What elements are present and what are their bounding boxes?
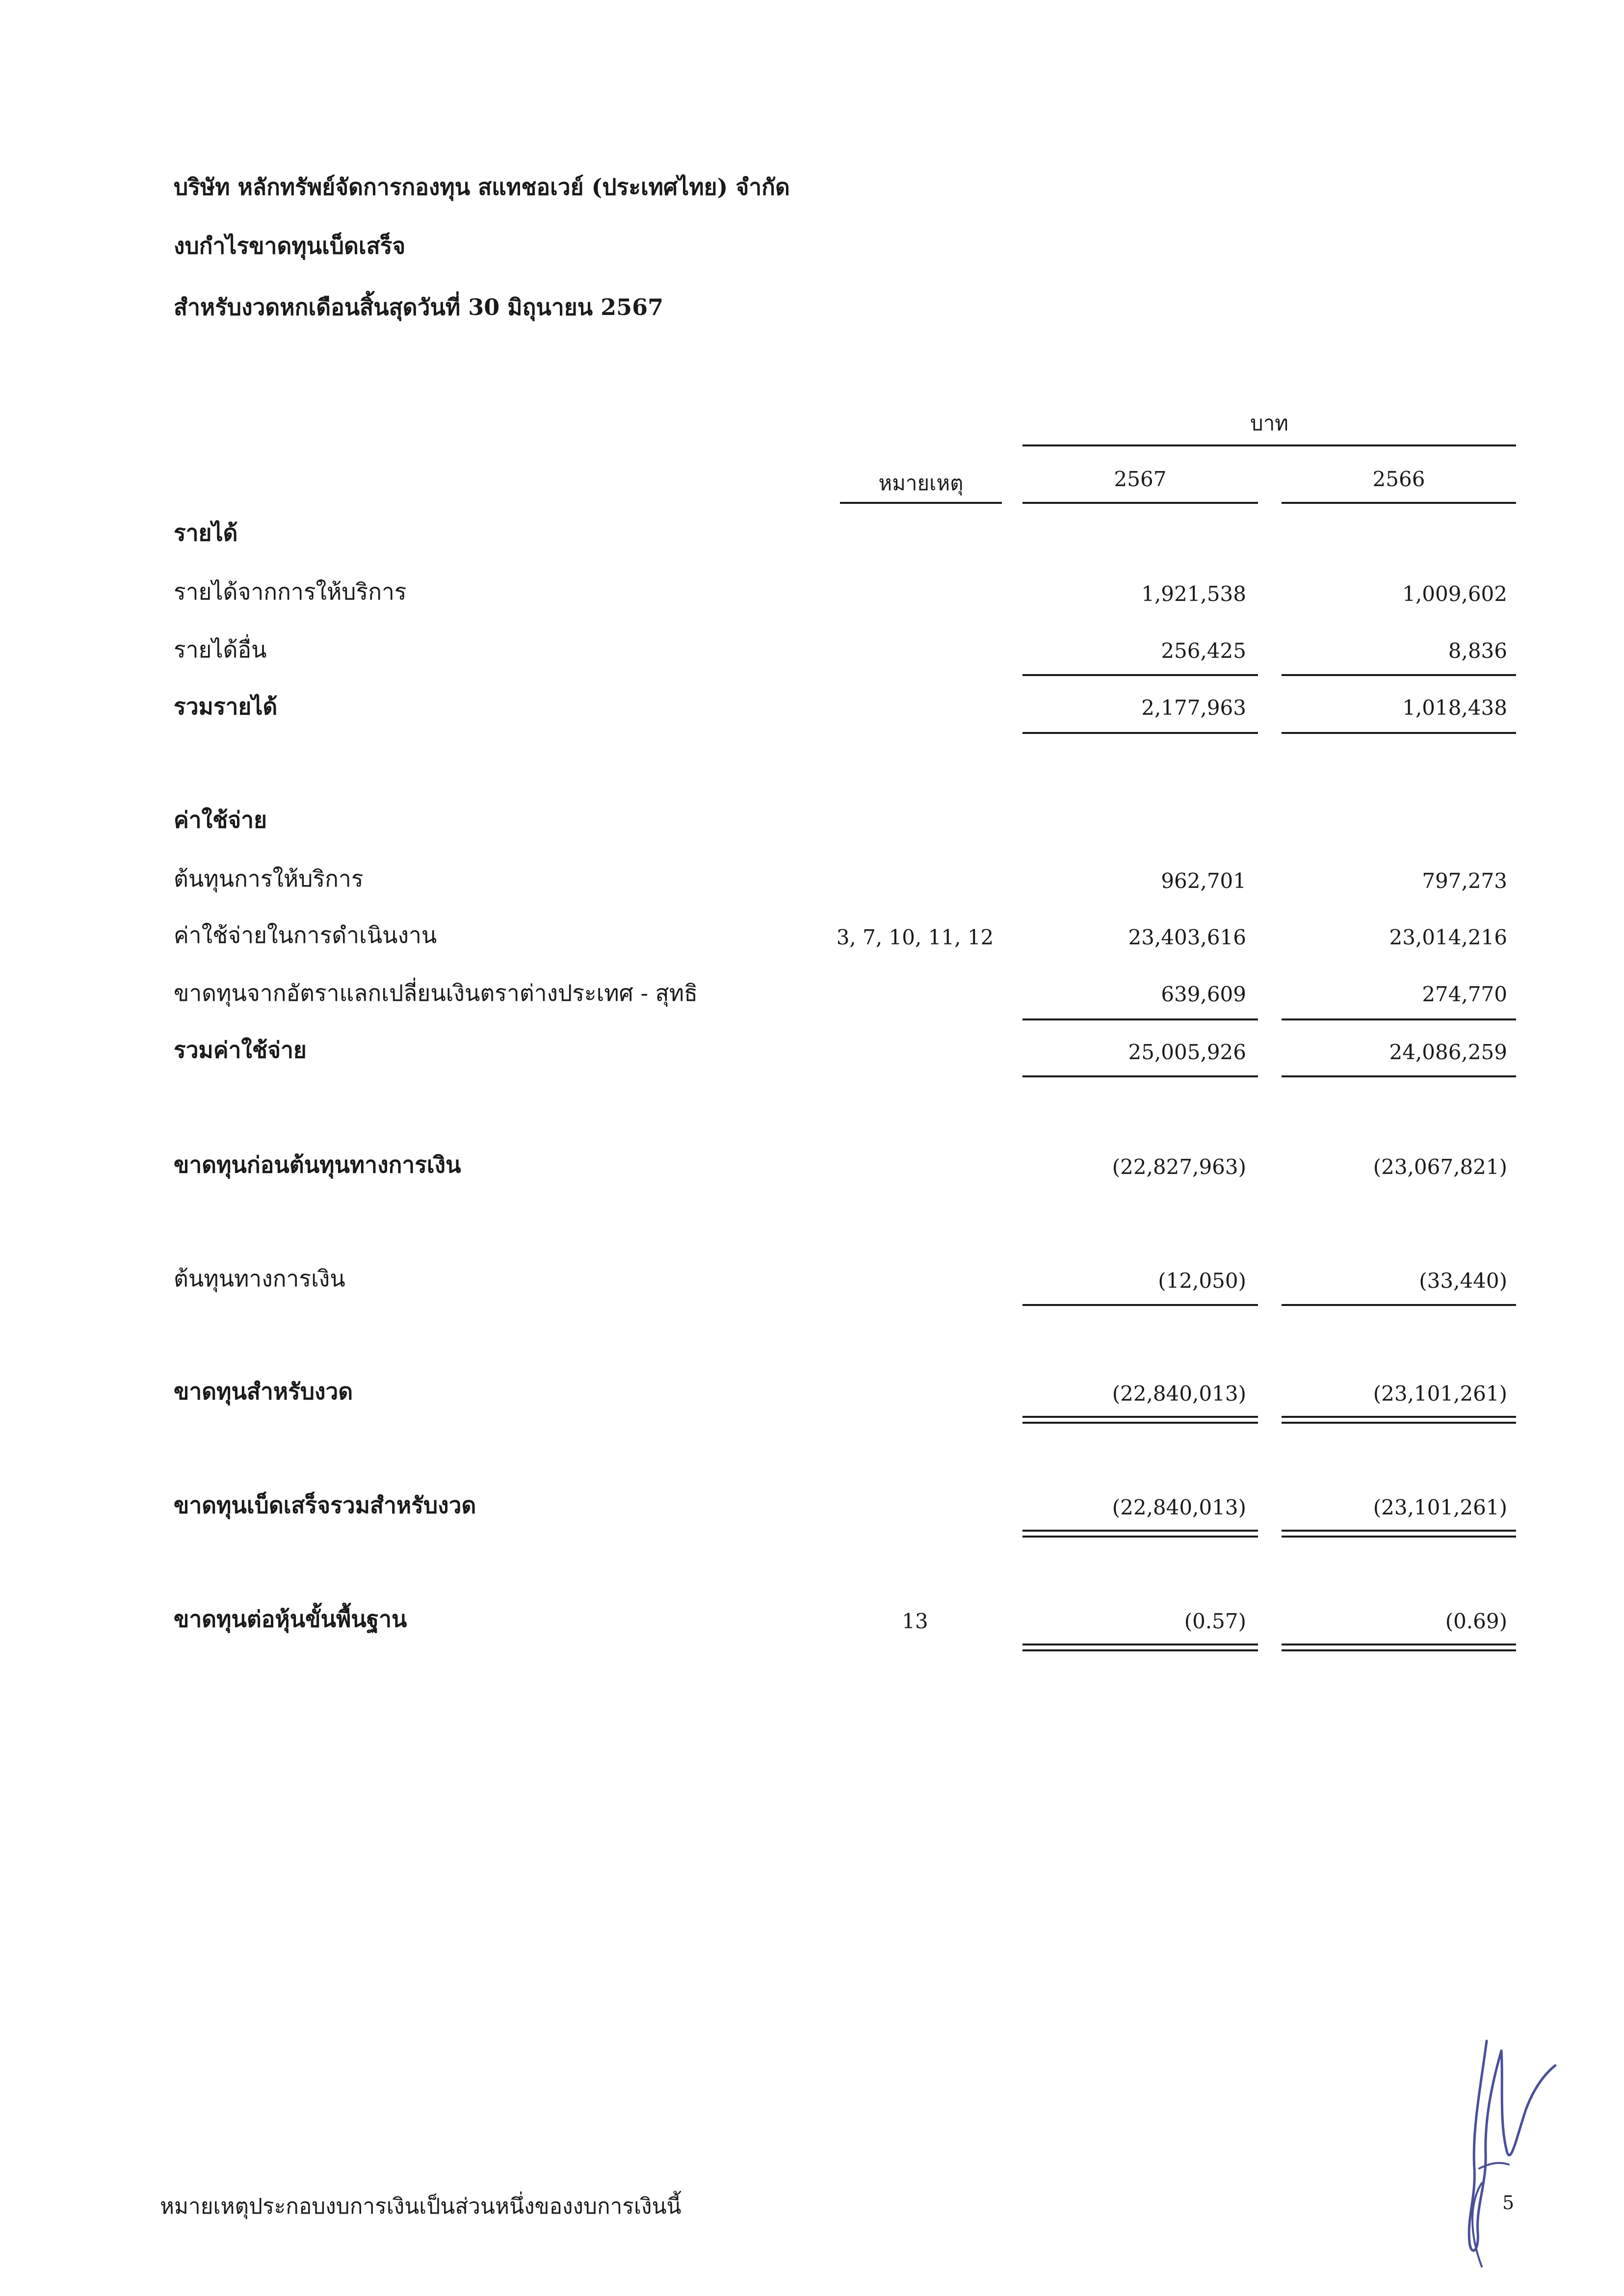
year-2567-header-rule [1022, 502, 1258, 504]
revenue-heading: รายได้ [174, 520, 238, 546]
total-rule [1282, 732, 1516, 734]
loss-before-finance-costs-label: ขาดทุนก่อนต้นทุนทางการเงิน [174, 1151, 461, 1178]
fx-loss-2566: 274,770 [1422, 982, 1507, 1006]
finance-costs-label: ต้นทุนทางการเงิน [174, 1265, 345, 1292]
cost-of-services-label: ต้นทุนการให้บริการ [174, 865, 364, 892]
service-revenue-2567: 1,921,538 [1141, 582, 1246, 606]
other-income-2566: 8,836 [1448, 639, 1507, 663]
basic-loss-per-share-2567: (0.57) [1184, 1609, 1246, 1633]
page-number: 5 [1502, 2192, 1515, 2214]
currency-header-rule [1022, 444, 1516, 446]
note-column-header: หมายเหตุ [878, 471, 964, 495]
cost-of-services-2566: 797,273 [1422, 869, 1507, 893]
loss-for-period-2567: (22,840,013) [1112, 1382, 1246, 1406]
total-rule [1022, 1075, 1258, 1077]
total-revenue-label: รวมรายได้ [174, 693, 278, 720]
total-expenses-label: รวมค่าใช้จ่าย [174, 1037, 307, 1063]
total-revenue-2567: 2,177,963 [1141, 696, 1246, 720]
other-income-2567: 256,425 [1161, 639, 1246, 663]
total-expenses-2567: 25,005,926 [1128, 1040, 1246, 1064]
total-rule [1282, 1075, 1516, 1077]
company-name: บริษัท หลักทรัพย์จัดการกองทุน สแทชอเวย์ (ประเทศไทย) จำกัด [174, 174, 790, 200]
currency-header: บาท [1250, 411, 1288, 435]
total-rule [1022, 732, 1258, 734]
double-underline [1022, 1530, 1258, 1538]
year-2566-header-rule [1282, 502, 1516, 504]
operating-expenses-2566: 23,014,216 [1389, 925, 1507, 949]
subtotal-rule [1022, 674, 1258, 676]
double-underline [1282, 1416, 1516, 1424]
year-2566-header: 2566 [1372, 467, 1425, 491]
double-underline [1022, 1416, 1258, 1424]
double-underline [1282, 1644, 1516, 1651]
service-revenue-label: รายได้จากการให้บริการ [174, 578, 407, 605]
subtotal-rule [1022, 1304, 1258, 1306]
service-revenue-2566: 1,009,602 [1402, 582, 1507, 606]
subtotal-rule [1282, 674, 1516, 676]
total-expenses-2566: 24,086,259 [1389, 1040, 1507, 1064]
signature-image [1452, 2021, 1570, 2276]
footer-note: หมายเหตุประกอบงบการเงินเป็นส่วนหนึ่งของงบการเงินนี้ [160, 2194, 681, 2219]
total-revenue-2566: 1,018,438 [1402, 696, 1507, 720]
operating-expenses-label: ค่าใช้จ่ายในการดำเนินงาน [174, 922, 437, 948]
basic-loss-per-share-note: 13 [902, 1609, 928, 1633]
basic-loss-per-share-2566: (0.69) [1445, 1609, 1507, 1633]
loss-before-finance-costs-2567: (22,827,963) [1112, 1155, 1246, 1179]
expenses-heading: ค่าใช้จ่าย [174, 807, 267, 833]
fx-loss-label: ขาดทุนจากอัตราแลกเปลี่ยนเงินตราต่างประเทศ - สุทธิ [174, 980, 698, 1006]
statement-period: สำหรับงวดหกเดือนสิ้นสุดวันที่ 30 มิถุนายน 2567 [174, 294, 664, 320]
loss-for-period-2566: (23,101,261) [1373, 1382, 1507, 1406]
total-comprehensive-loss-label: ขาดทุนเบ็ดเสร็จรวมสำหรับงวด [174, 1492, 476, 1518]
operating-expenses-2567: 23,403,616 [1128, 925, 1246, 949]
finance-costs-2567: (12,050) [1158, 1269, 1246, 1293]
year-2567-header: 2567 [1114, 467, 1167, 491]
statement-title: งบกำไรขาดทุนเบ็ดเสร็จ [174, 233, 406, 259]
loss-before-finance-costs-2566: (23,067,821) [1373, 1155, 1507, 1179]
cost-of-services-2567: 962,701 [1161, 869, 1246, 893]
finance-costs-2566: (33,440) [1419, 1269, 1507, 1293]
subtotal-rule [1282, 1018, 1516, 1020]
note-header-rule [840, 502, 1002, 504]
loss-for-period-label: ขาดทุนสำหรับงวด [174, 1378, 353, 1405]
operating-expenses-note: 3, 7, 10, 11, 12 [836, 925, 994, 949]
subtotal-rule [1282, 1304, 1516, 1306]
total-comprehensive-loss-2566: (23,101,261) [1373, 1495, 1507, 1519]
double-underline [1022, 1644, 1258, 1651]
fx-loss-2567: 639,609 [1161, 982, 1246, 1006]
subtotal-rule [1022, 1018, 1258, 1020]
basic-loss-per-share-label: ขาดทุนต่อหุ้นขั้นพื้นฐาน [174, 1606, 407, 1632]
double-underline [1282, 1530, 1516, 1538]
total-comprehensive-loss-2567: (22,840,013) [1112, 1495, 1246, 1519]
other-income-label: รายได้อื่น [174, 636, 267, 663]
